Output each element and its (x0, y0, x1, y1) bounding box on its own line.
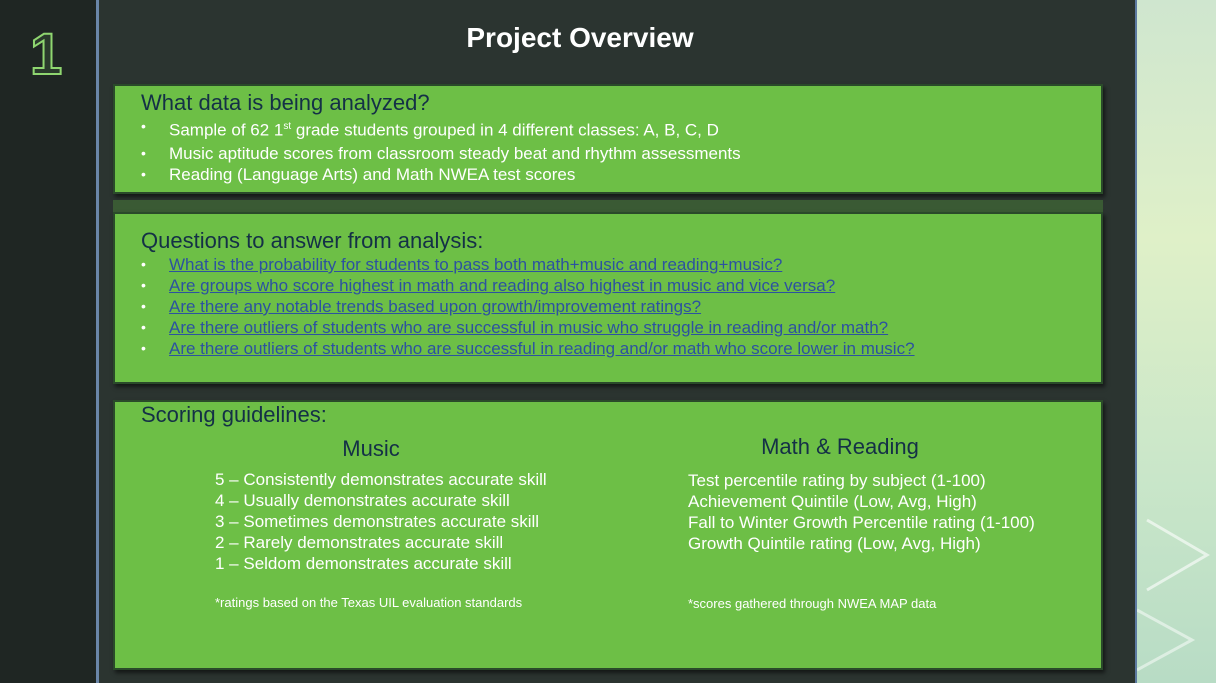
list-item: Growth Quintile rating (Low, Avg, High) (688, 534, 981, 553)
list-item (141, 254, 915, 275)
music-footnote: *ratings based on the Texas UIL evaluation standards (215, 595, 523, 610)
decorative-side-panel (1137, 0, 1216, 683)
list-item: • Music aptitude scores from classroom steady beat and rhythm assessments (141, 143, 741, 164)
question-link[interactable]: Are groups who score highest in math and reading also highest in music and vice versa? (169, 276, 836, 295)
list-item: 1 – Seldom demonstrates accurate skill (215, 554, 512, 573)
question-link[interactable]: What is the probability for students to pass both math+music and reading+music? (169, 255, 783, 274)
music-column-title: Music (342, 436, 400, 461)
question-link[interactable]: Are there outliers of students who are successful in music who struggle in reading and/or math? (169, 318, 889, 337)
scoring-guidelines-box (113, 400, 1103, 670)
left-divider (96, 0, 99, 683)
data-analyzed-list (141, 116, 741, 185)
questions-box (113, 212, 1103, 384)
list-item: Achievement Quintile (Low, Avg, High) (688, 492, 977, 511)
question-link[interactable]: Are there any notable trends based upon growth/improvement ratings? (169, 297, 702, 316)
data-analyzed-heading: What data is being analyzed? (141, 90, 430, 115)
question-link[interactable]: Are there outliers of students who are successful in reading and/or math who score lower in music? (169, 339, 915, 358)
list-item: Fall to Winter Growth Percentile rating (1-100) (688, 513, 1035, 532)
list-item (141, 338, 915, 359)
math-reading-list (688, 470, 1035, 554)
list-item (141, 296, 915, 317)
list-item: • Sample of 62 1st grade students grouped in 4 different classes: A, B, C, D (141, 116, 741, 141)
list-item: 5 – Consistently demonstrates accurate skill (215, 470, 547, 489)
list-item (141, 317, 915, 338)
math-reading-column-title: Math & Reading (761, 434, 919, 459)
slide-number: 1 (30, 22, 63, 87)
list-item (141, 275, 915, 296)
chevron-decoration-icon (1137, 0, 1216, 683)
left-rail (0, 0, 96, 683)
list-item: • Reading (Language Arts) and Math NWEA test scores (141, 164, 741, 185)
list-item: 4 – Usually demonstrates accurate skill (215, 491, 510, 510)
list-item: 3 – Sometimes demonstrates accurate skill (215, 512, 540, 531)
list-item: 2 – Rarely demonstrates accurate skill (215, 533, 504, 552)
music-scale-list (215, 469, 547, 574)
math-reading-footnote: *scores gathered through NWEA MAP data (688, 596, 937, 611)
scoring-heading: Scoring guidelines: (141, 402, 327, 427)
section-divider (113, 200, 1103, 212)
slide-title: Project Overview (466, 22, 694, 53)
questions-list (141, 254, 915, 359)
questions-heading: Questions to answer from analysis: (141, 228, 484, 253)
data-analyzed-box (113, 84, 1103, 194)
list-item: Test percentile rating by subject (1-100) (688, 471, 986, 490)
